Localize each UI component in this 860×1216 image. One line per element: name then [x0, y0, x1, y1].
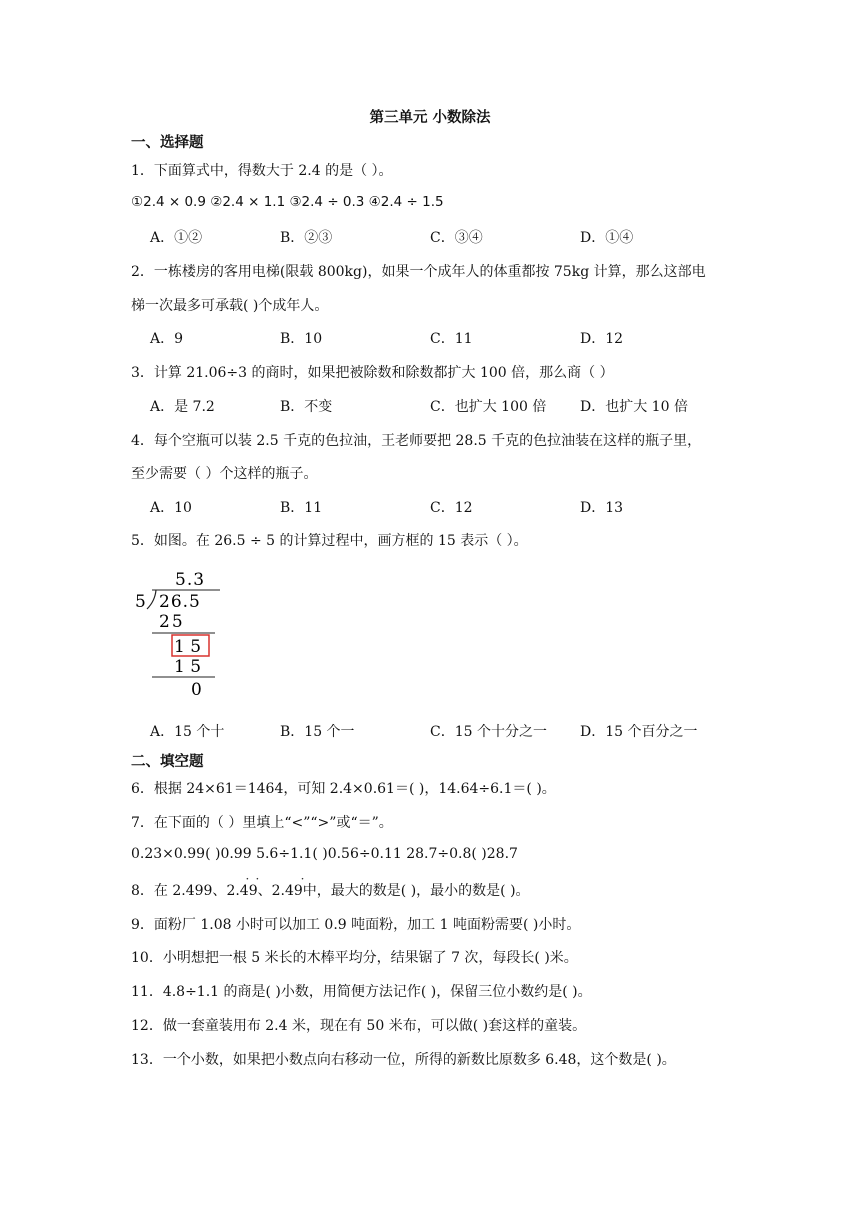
- question-1: 1．下面算式中，得数大于 2.4 的是（ ）。: [131, 163, 393, 179]
- repeating-decimal-2: 2.49 ·: [271, 872, 305, 899]
- option-b[interactable]: B．②③: [280, 230, 333, 246]
- option-c[interactable]: C．11: [430, 331, 473, 347]
- division-step-2: 1 5: [174, 657, 202, 677]
- question-7: 7．在下面的（ ）里填上“<”“>”或“＝”。: [131, 815, 393, 831]
- division-step-1: 25: [159, 612, 185, 632]
- option-a[interactable]: A．①②: [150, 230, 203, 246]
- option-a[interactable]: A．10: [150, 500, 192, 516]
- option-b[interactable]: B．不变: [280, 399, 333, 415]
- question-4-line-1: 4．每个空瓶可以装 2.5 千克的色拉油，王老师要把 28.5 千克的色拉油装在这样的瓶子里，: [131, 433, 702, 449]
- division-bracket: [147, 590, 156, 609]
- option-b[interactable]: B．11: [280, 500, 323, 516]
- option-d[interactable]: D．15 个百分之一: [580, 724, 698, 740]
- question-4-options: [150, 497, 850, 517]
- division-divisor: 5: [135, 592, 146, 612]
- page-title: 第三单元 小数除法: [369, 109, 491, 126]
- question-6: 6．根据 24×61＝1464，可知 2.4×0.61＝( )，14.64÷6.1＝( )。: [131, 781, 556, 797]
- option-d[interactable]: D．13: [580, 500, 624, 516]
- question-10: 10．小明想把一根 5 米长的木棒平均分，结果锯了 7 次，每段长( )米。: [131, 950, 578, 966]
- option-d[interactable]: D．①④: [580, 230, 634, 246]
- question-8: [131, 872, 530, 900]
- repeating-decimal-1: 2.49 · ·: [226, 872, 260, 899]
- section-heading-choice: 一、选择题: [131, 134, 204, 151]
- long-division-figure: [125, 565, 235, 705]
- option-d[interactable]: D．12: [580, 331, 624, 347]
- question-9: 9．面粉厂 1.08 小时可以加工 0.9 吨面粉，加工 1 吨面粉需要( )小时。: [131, 917, 581, 933]
- question-13: 13．一个小数，如果把小数点向右移动一位，所得的新数比原数多 6.48，这个数是( )。: [131, 1052, 676, 1068]
- question-2-options: [150, 328, 850, 348]
- question-12: 12．做一套童装用布 2.4 米，现在有 50 米布，可以做( )套这样的童装。: [131, 1018, 587, 1034]
- question-3-options: [150, 396, 850, 416]
- question-1-options: [150, 227, 850, 247]
- question-2-line-2: 梯一次最多可承载( )个成年人。: [131, 298, 329, 314]
- question-2-line-1: 2．一栋楼房的客用电梯(限载 800kg)，如果一个成年人的体重都按 75kg 计算，那么这部电: [131, 264, 706, 280]
- question-3: 3．计算 21.06÷3 的商时，如果把被除数和除数都扩大 100 倍，那么商（ ）: [131, 365, 614, 381]
- division-boxed-value: 1 5: [174, 637, 202, 657]
- question-8-separator: 、: [257, 883, 272, 899]
- option-b[interactable]: B．10: [280, 331, 323, 347]
- option-d[interactable]: D．也扩大 10 倍: [580, 399, 688, 415]
- option-b[interactable]: B．15 个一: [280, 724, 355, 740]
- question-5-options: [150, 721, 850, 741]
- division-remainder: 0: [191, 680, 202, 700]
- option-c[interactable]: C．也扩大 100 倍: [430, 399, 547, 415]
- section-heading-fill-in: 二、填空题: [131, 753, 204, 770]
- option-c[interactable]: C．12: [430, 500, 473, 516]
- division-quotient: 5.3: [175, 570, 206, 590]
- question-11: 11．4.8÷1.1 的商是( )小数，用简便方法记作( )，保留三位小数约是( )。: [131, 984, 592, 1000]
- question-8-suffix: 中，最大的数是( )，最小的数是( )。: [302, 883, 530, 899]
- option-a[interactable]: A．15 个十: [150, 724, 225, 740]
- question-8-prefix: 8．在 2.499、: [131, 883, 227, 899]
- division-dividend: 26.5: [159, 592, 201, 612]
- question-7-items: 0.23×0.99( )0.99 5.6÷1.1( )0.56÷0.11 28.7÷0.8( )28.7: [131, 846, 518, 862]
- option-a[interactable]: A．是 7.2: [150, 399, 215, 415]
- option-c[interactable]: C．③④: [430, 230, 483, 246]
- question-1-expressions: ①2.4 × 0.9 ②2.4 × 1.1 ③2.4 ÷ 0.3 ④2.4 ÷ 1.5: [131, 194, 444, 210]
- option-a[interactable]: A．9: [150, 331, 184, 347]
- option-c[interactable]: C．15 个十分之一: [430, 724, 547, 740]
- question-5: 5．如图。在 26.5 ÷ 5 的计算过程中，画方框的 15 表示（ ）。: [131, 533, 528, 549]
- question-4-line-2: 至少需要（ ）个这样的瓶子。: [131, 466, 318, 482]
